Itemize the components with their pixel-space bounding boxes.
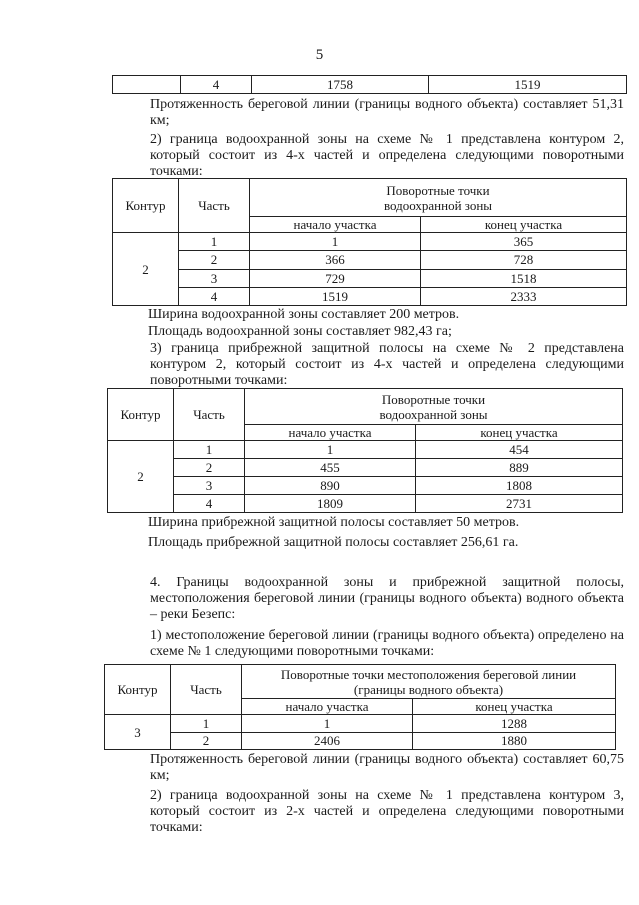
table-cell-end: 1519 (429, 76, 627, 94)
cell-part: 2 (174, 459, 245, 477)
header-contour: Контур (113, 179, 179, 233)
cell-end: 1880 (413, 732, 616, 750)
cell-part: 2 (171, 732, 242, 750)
strip-width-line: Ширина прибрежной защитной полосы составляет 50 метров. (148, 515, 520, 530)
cell-part: 4 (179, 287, 250, 305)
cell-end: 1518 (421, 269, 627, 287)
cell-contour: 3 (105, 715, 171, 750)
header-start: начало участка (245, 425, 416, 441)
header-end: конец участка (416, 425, 623, 441)
header-end: конец участка (421, 217, 627, 233)
paragraph-coastal-strip-contour: 3) граница прибрежной защитной полосы на схеме № 2 представлена контуром 2, который состоит из 4-х частей и определена следующими поворотными точками: (150, 341, 624, 388)
header-turning-points: Поворотные точки водоохранной зоны (250, 179, 627, 217)
cell-start: 366 (250, 251, 421, 269)
header-part: Часть (171, 665, 242, 715)
paragraph-shoreline-length-2: Протяженность береговой линии (границы водного объекта) составляет 60,75 км; (150, 752, 624, 783)
cell-start: 890 (245, 477, 416, 495)
paragraph-water-zone-contour-3: 2) граница водоохранной зоны на схеме № 1 представлена контуром 3, который состоит из 2-х частей и определена следующими поворотными точками: (150, 788, 624, 835)
cell-end: 1288 (413, 715, 616, 733)
cell-part: 3 (179, 269, 250, 287)
cell-part: 1 (179, 233, 250, 251)
header-part: Часть (174, 389, 245, 441)
zone-width-line: Ширина водоохранной зоны составляет 200 метров. (148, 307, 460, 322)
table-coastal-protection-strip (107, 388, 623, 513)
header-start: начало участка (242, 699, 413, 715)
cell-start: 1 (250, 233, 421, 251)
table-cell-start: 1758 (252, 76, 429, 94)
header-turning-points: Поворотные точки местоположения береговой линии (границы водного объекта) (242, 665, 616, 699)
paragraph-shoreline-length: Протяженность береговой линии (границы водного объекта) составляет 51,31 км; (150, 97, 624, 128)
strip-area-line: Площадь прибрежной защитной полосы составляет 256,61 га. (148, 535, 519, 550)
table-cell-part: 4 (181, 76, 252, 94)
header-start: начало участка (250, 217, 421, 233)
table-continuation-row (112, 75, 627, 94)
cell-start: 729 (250, 269, 421, 287)
cell-part: 3 (174, 477, 245, 495)
cell-end: 365 (421, 233, 627, 251)
header-end: конец участка (413, 699, 616, 715)
paragraph-shoreline-location: 1) местоположение береговой линии (границы водного объекта) определено на схеме № 1 следующими поворотными точками: (150, 628, 624, 659)
cell-end: 2333 (421, 287, 627, 305)
cell-start: 455 (245, 459, 416, 477)
cell-start: 2406 (242, 732, 413, 750)
header-contour: Контур (108, 389, 174, 441)
cell-part: 4 (174, 495, 245, 513)
table-shoreline-location (104, 664, 616, 750)
cell-part: 1 (174, 441, 245, 459)
cell-part: 2 (179, 251, 250, 269)
cell-contour: 2 (108, 441, 174, 513)
cell-end: 728 (421, 251, 627, 269)
cell-start: 1 (245, 441, 416, 459)
header-turning-points: Поворотные точки водоохранной зоны (245, 389, 623, 425)
cell-end: 1808 (416, 477, 623, 495)
cell-part: 1 (171, 715, 242, 733)
header-contour: Контур (105, 665, 171, 715)
cell-start: 1809 (245, 495, 416, 513)
cell-end: 2731 (416, 495, 623, 513)
table-water-protection-zone (112, 178, 627, 306)
cell-contour: 2 (113, 233, 179, 306)
page-number: 5 (315, 47, 324, 63)
paragraph-section-4: 4. Границы водоохранной зоны и прибрежной защитной полосы, местоположения береговой линии (границы водного объекта) водного объекта – реки Безепс: (150, 575, 624, 622)
paragraph-water-zone-contour: 2) граница водоохранной зоны на схеме № 1 представлена контуром 2, который состоит из 4-х частей и определена следующими поворотными точками: (150, 132, 624, 179)
header-part: Часть (179, 179, 250, 233)
cell-start: 1519 (250, 287, 421, 305)
zone-area-line: Площадь водоохранной зоны составляет 982,43 га; (148, 324, 452, 339)
cell-start: 1 (242, 715, 413, 733)
cell-end: 889 (416, 459, 623, 477)
cell-end: 454 (416, 441, 623, 459)
